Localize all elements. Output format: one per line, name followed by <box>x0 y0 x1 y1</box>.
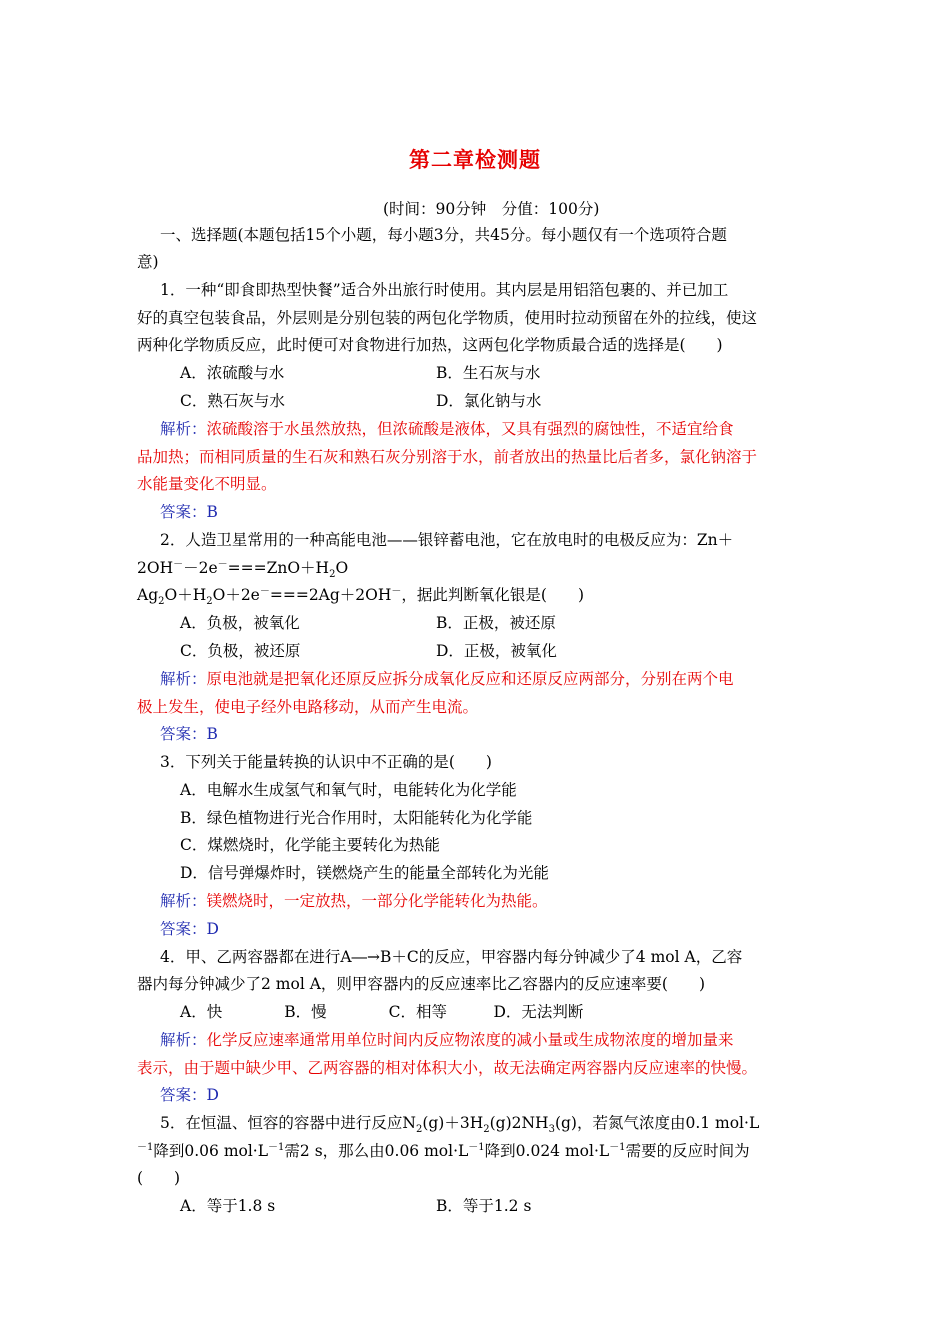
section-heading: 一、选择题(本题包括15个小题，每小题3分，共45分。每小题仅有一个选项符合题 <box>160 226 727 244</box>
q3-stem-line: 3．下列关于能量转换的认识中不正确的是( ) <box>160 753 492 771</box>
q1-explanation <box>160 419 734 439</box>
q5-option-a: A．等于1.8 s <box>180 1197 276 1215</box>
section-heading-cont: 意) <box>137 253 159 271</box>
q3-option-b: B．绿色植物进行光合作用时，太阳能转化为化学能 <box>180 809 533 827</box>
q2-explanation-cont: 极上发生，使电子经外电路移动，从而产生电流。 <box>137 698 479 716</box>
q3-option-d: D．信号弹爆炸时，镁燃烧产生的能量全部转化为光能 <box>180 864 549 882</box>
q1-answer: 答案：B <box>160 503 218 521</box>
q1-option-b: B．生石灰与水 <box>436 364 541 382</box>
q4-answer: 答案：D <box>160 1086 219 1104</box>
q3-answer: 答案：D <box>160 920 219 938</box>
page-title: 第二章检测题 <box>409 147 541 172</box>
q1-option-d: D．氯化钠与水 <box>436 392 542 410</box>
q3-explanation <box>160 891 548 911</box>
q2-option-d: D．正极，被氧化 <box>436 642 557 660</box>
q2-equation-1: $2OH^--2e^-===ZnO+H_2O$ <box>137 558 349 581</box>
q4-explanation-cont: 表示，由于题中缺少甲、乙两容器的相对体积大小，故无法确定两容器内反应速率的快慢。 <box>137 1059 758 1077</box>
q1-option-a: A．浓硫酸与水 <box>180 364 285 382</box>
q2-answer: 答案：B <box>160 725 218 743</box>
q5-stem-line: 5．在恒温、恒容的容器中进行反应$N_2(g)+3H_2(g)2NH_3(g)$，若氮气浓度由0.1 mol·L <box>160 1114 760 1136</box>
q2-stem-line: 2．人造卫星常用的一种高能电池——银锌蓄电池，它在放电时的电极反应为：Zn＋ <box>160 531 734 549</box>
exam-meta: (时间：90分钟 分值：100分) <box>383 200 600 218</box>
q4-options: A．快 B．慢 C．相等 D．无法判断 <box>180 1003 584 1021</box>
q4-explanation <box>160 1030 734 1050</box>
explanation-text: 化学反应速率通常用单位时间内反应物浓度的减小量或生成物浓度的增加量来 <box>206 1031 734 1049</box>
q2-equation-2: $Ag_2O+H_2O+2e^-===2Ag+2OH^-$，据此判断氧化银是( ) <box>137 585 584 608</box>
explanation-label: 解析： <box>160 892 207 910</box>
explanation-label: 解析： <box>160 420 207 438</box>
q2-option-a: A．负极，被氧化 <box>180 614 300 632</box>
q3-option-a: A．电解水生成氢气和氧气时，电能转化为化学能 <box>180 781 517 799</box>
q4-stem-line: 器内每分钟减少了2 mol A，则甲容器内的反应速率比乙容器内的反应速率要( ) <box>137 975 705 993</box>
q1-explanation-cont: 品加热；而相同质量的生石灰和熟石灰分别溶于水，前者放出的热量比后者多，氯化钠溶于 <box>137 448 758 466</box>
q2-option-c: C．负极，被还原 <box>180 642 301 660</box>
q5-stem-line: $^{-1}$降到0.06 $mol\cdot L^{-1}$需2 s，那么由0.06 $mol\cdot L^{-1}$降到0.024 $mol\cdot L^{-1}$需要的反应时间为 <box>137 1141 750 1160</box>
explanation-text: 浓硫酸溶于水虽然放热，但浓硫酸是液体，又具有强烈的腐蚀性，不适宜给食 <box>206 420 734 438</box>
explanation-text: 镁燃烧时，一定放热，一部分化学能转化为热能。 <box>206 892 548 910</box>
explanation-label: 解析： <box>160 670 207 688</box>
q1-explanation-cont: 水能量变化不明显。 <box>137 475 277 493</box>
q1-stem-line: 1．一种“即食即热型快餐”适合外出旅行时使用。其内层是用铝箔包裹的、并已加工 <box>160 281 729 299</box>
q2-option-b: B．正极，被还原 <box>436 614 556 632</box>
explanation-text: 原电池就是把氧化还原反应拆分成氧化反应和还原反应两部分，分别在两个电 <box>206 670 734 688</box>
explanation-label: 解析： <box>160 1031 207 1049</box>
q3-option-c: C．煤燃烧时，化学能主要转化为热能 <box>180 836 440 854</box>
q5-option-b: B．等于1.2 s <box>436 1197 532 1215</box>
q1-stem-line: 两种化学物质反应，此时便可对食物进行加热，这两包化学物质最合适的选择是( ) <box>137 336 723 354</box>
q2-explanation <box>160 669 734 689</box>
q1-option-c: C．熟石灰与水 <box>180 392 285 410</box>
q5-stem-line: ( ) <box>137 1169 181 1187</box>
q1-stem-line: 好的真空包装食品，外层则是分别包装的两包化学物质，使用时拉动预留在外的拉线，使这 <box>137 309 758 327</box>
q4-stem-line: 4．甲、乙两容器都在进行A―→B＋C的反应，甲容器内每分钟减少了4 mol A，乙容 <box>160 948 743 966</box>
